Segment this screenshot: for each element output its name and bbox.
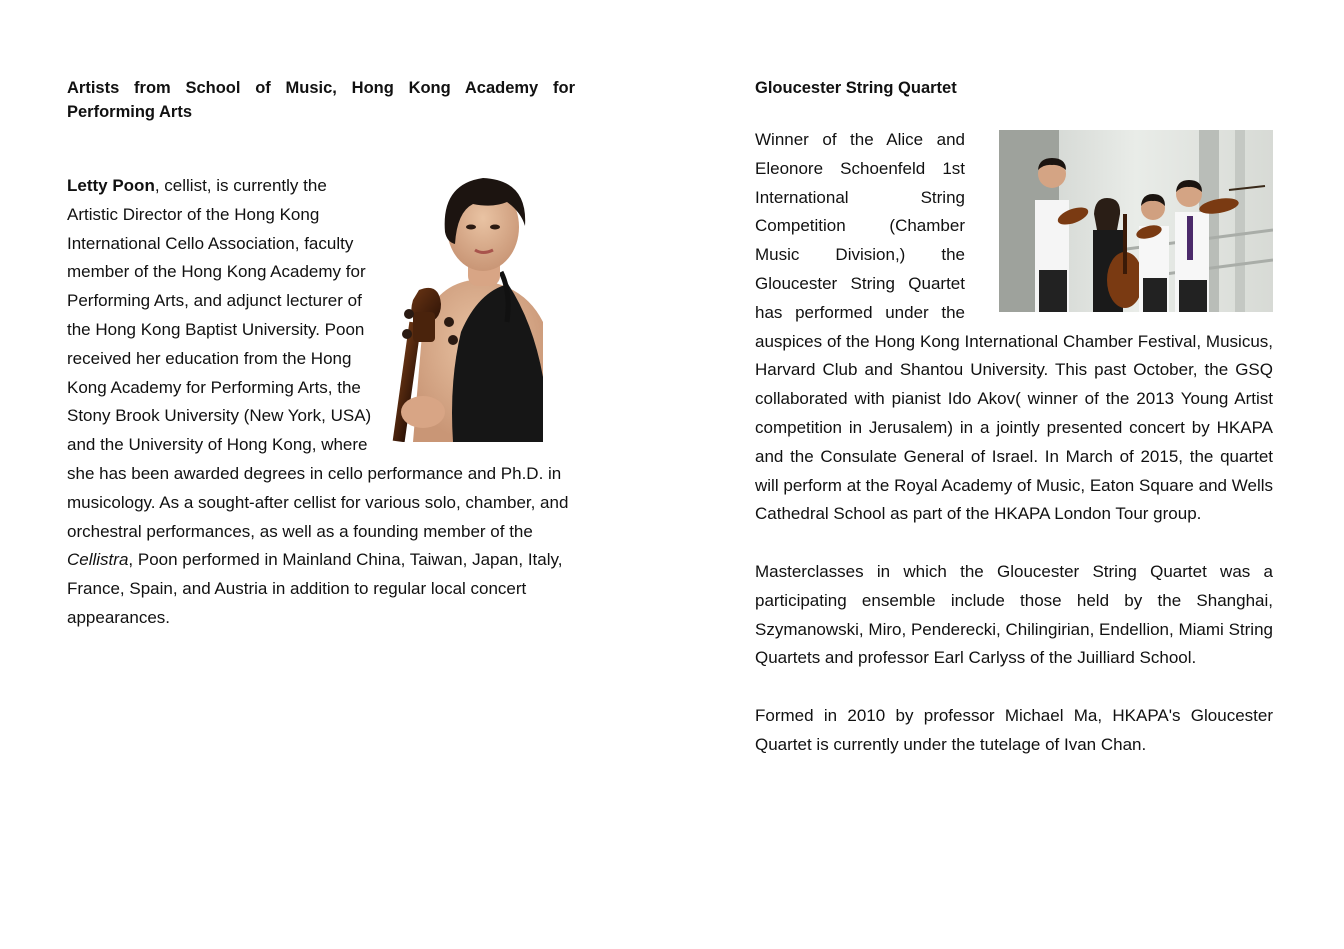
ensemble-name: Cellistra [67, 550, 129, 570]
quartet-group-photo [999, 130, 1273, 312]
quartet-description [755, 126, 1273, 760]
left-column [67, 76, 575, 633]
quartet-paragraph-2: Masterclasses in which the Gloucester String Quartet was a participating ensemble include those held by the Shanghai, Szymanowski, Miro, Penderecki, Chilingirian, Endellion, Miami String Quartets and professor Earl Carlyss of the Juilliard School. [755, 561, 1273, 668]
quartet-paragraph-1: Winner of the Alice and Eleonore Schoenfeld 1st International String Competition (Chamber Music Division,) the Gloucester String Quartet has performed under the auspices of the Hong Kong International Chamber Festival, Musicus, Harvard Club and Shantou University. This past October, the GSQ collaborated with pianist Ido Akov( winner of the 2013 Young Artist competition in Jerusalem) in a jointly presented concert by HKAPA and the Consulate General of Israel. In March of 2015, the quartet will perform at the Royal Academy of Music, Eaton Square and Wells Cathedral School as part of the HKAPA London Tour group. [755, 130, 1273, 524]
section-heading-quartet: Gloucester String Quartet [755, 79, 957, 97]
quartet-paragraph-3: Formed in 2010 by professor Michael Ma, HKAPA's Gloucester Quartet is currently under the tutelage of Ivan Chan. [755, 705, 1273, 754]
bio-text-part-2: , Poon performed in Mainland China, Taiwan, Japan, Italy, France, Spain, and Austria in addition to regular local concert appearances. [67, 550, 563, 627]
right-column [755, 76, 1273, 760]
bio-text-part-1: , cellist, is currently the Artistic Director of the Hong Kong International Cello Association, faculty member of the Hong Kong Academy for Performing Arts, and adjunct lecturer of the Hong Kong Baptist University. Poon received her education from the Hong Kong Academy for Performing Arts, the Stony Brook University (New York, USA) and the University of Hong Kong, where she has been awarded degrees in cello performance and Ph.D. in musicology. As a sought-after cellist for various solo, chamber, and orchestral performances, as well as a founding member of the [67, 176, 569, 541]
cellist-portrait-photo [383, 172, 543, 442]
section-heading-artists: Artists from School of Music, Hong Kong Academy for Performing Arts [67, 79, 575, 121]
bio-letty-poon [67, 172, 575, 633]
artist-name: Letty Poon [67, 176, 155, 195]
